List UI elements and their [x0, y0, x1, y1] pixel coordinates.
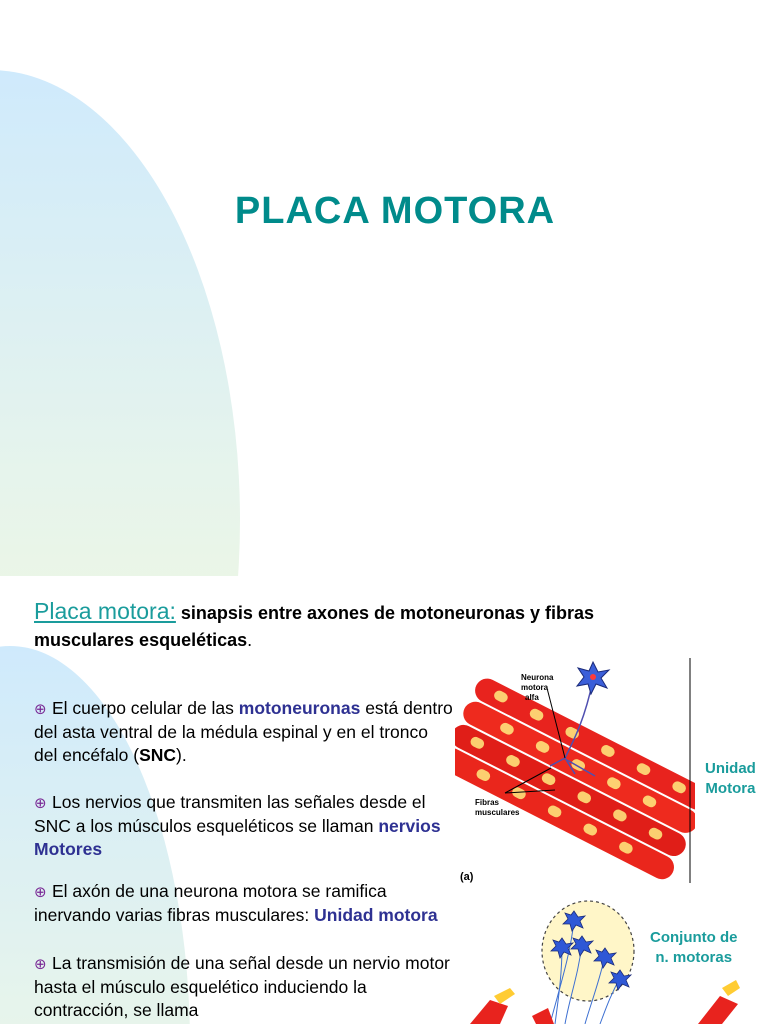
bullet-item: ⊕ Los nervios que transmiten las señales desde el SNC a los músculos esqueléticos se llaman nervios Motores [34, 792, 441, 859]
figure-label-fibers: Fibras musculares [475, 798, 520, 817]
target-bullet-icon: ⊕ [34, 956, 47, 973]
figure-label-neuron: Neurona motora alfa [521, 673, 554, 702]
muscle-fiber-bundle [455, 674, 695, 883]
bullet-list [34, 697, 454, 1024]
bullet-item: ⊕ La transmisión de una señal desde un nervio motor hasta el músculo esquelético induciendo la contracción, se llama [34, 953, 450, 1020]
definition-text: sinapsis entre axones de motoneuronas y fibras musculares esqueléticas [34, 603, 595, 650]
slide-title: PLACA MOTORA [234, 190, 556, 232]
target-bullet-icon: ⊕ [34, 795, 47, 812]
decorative-gradient-shape [0, 70, 240, 576]
definition-term: Placa motora: [34, 598, 176, 624]
content-slide [0, 576, 768, 1024]
motor-unit-illustration [455, 658, 695, 888]
definition-end: . [247, 630, 253, 650]
definition [34, 598, 674, 654]
target-bullet-icon: ⊕ [34, 701, 47, 718]
bullet-item: ⊕ El axón de una neurona motora se ramifica inervando varias fibras musculares: Unidad motora [34, 881, 438, 925]
neuron-cell-body-icon [577, 662, 609, 694]
bullet-item: ⊕ El cuerpo celular de las motoneuronas está dentro del asta ventral de la médula espinal y en el tronco del encéfalo (SNC). [34, 698, 453, 765]
figure-panel-letter: (a) [460, 871, 474, 883]
label-conjunto-motoras: Conjunto de n. motoras [650, 929, 738, 966]
target-bullet-icon: ⊕ [34, 884, 47, 901]
label-unidad-motora: Unidad Motora [705, 760, 756, 797]
